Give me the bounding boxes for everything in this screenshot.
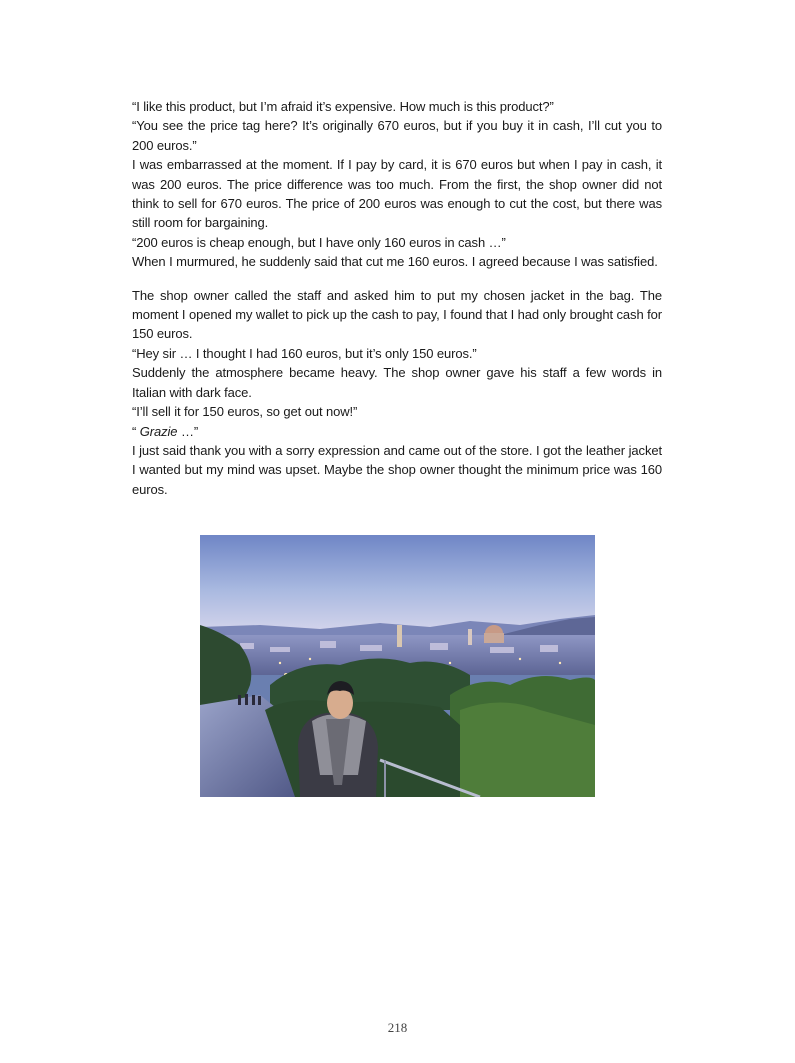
paragraph: I was embarrassed at the moment. If I pay by card, it is 670 euros but when I pay in cash, it was 200 euros. The price difference was too much. From the first, the shop owner did not think to sell for 670 euros. The price of 200 euros was enough to cut the cost, but there was still room for bargaining.: [132, 157, 662, 231]
body-text: [132, 97, 662, 499]
paragraph: “Hey sir … I thought I had 160 euros, but it’s only 150 euros.”: [132, 345, 477, 361]
grazie-line: [132, 422, 662, 441]
paragraph: “You see the price tag here? It’s originally 670 euros, but if you buy it in cash, I’ll cut you to 200 euros.”: [132, 118, 662, 153]
paragraph: When I murmured, he suddenly said that cut me 160 euros. I agreed because I was satisfied.: [132, 254, 658, 270]
grazie-close: …”: [177, 423, 199, 439]
paragraph: “200 euros is cheap enough, but I have only 160 euros in cash …”: [132, 234, 506, 250]
page-number: 218: [387, 1020, 408, 1035]
grazie-open-quote: “: [132, 423, 140, 439]
paragraph: Suddenly the atmosphere became heavy. The shop owner gave his staff a few words in Italian with dark face.: [132, 365, 662, 400]
paragraph: “I like this product, but I’m afraid it’s expensive. How much is this product?”: [132, 99, 554, 114]
paragraph: The shop owner called the staff and asked him to put my chosen jacket in the bag. The moment I opened my wallet to pick up the cash to pay, I found that I had only brought cash for 150 euros.: [132, 287, 662, 342]
grazie-word: Grazie: [139, 423, 178, 439]
paragraph: I just said thank you with a sorry expression and came out of the store. I got the leather jacket I wanted but my mind was upset. Maybe the shop owner thought the minimum price was 160 euros.: [132, 442, 662, 497]
paragraph: “I’ll sell it for 150 euros, so get out now!”: [132, 404, 358, 420]
florence-panorama-photo: [200, 535, 595, 797]
